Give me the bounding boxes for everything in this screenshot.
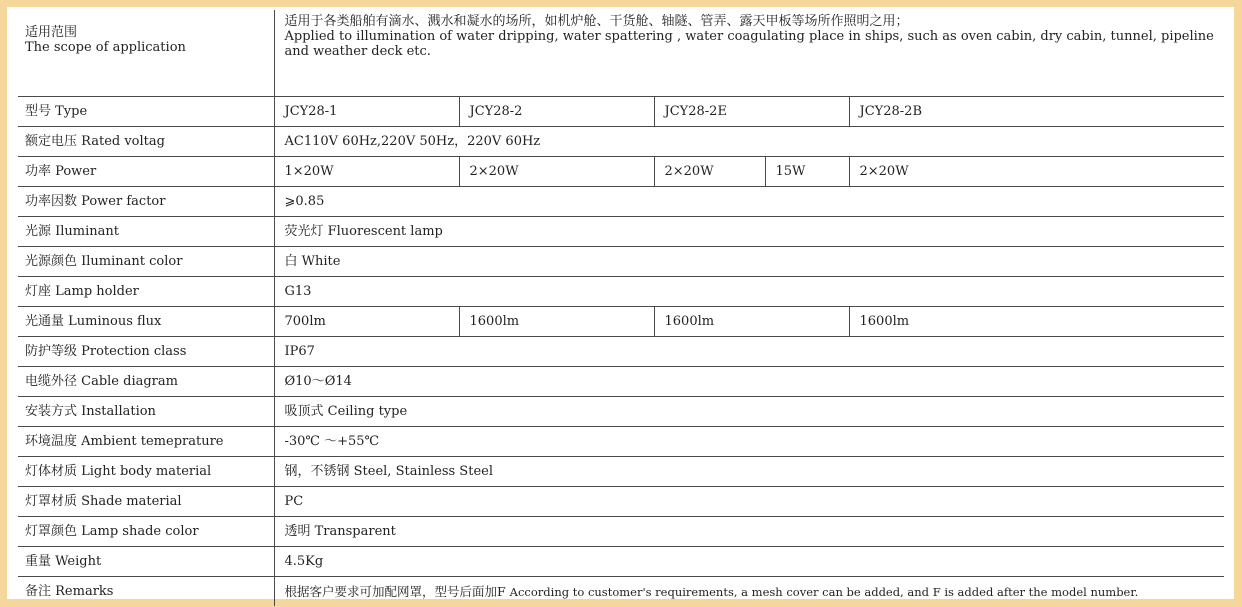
row-scope [18,10,1224,97]
lamp-holder-value: G13 [274,277,1224,307]
weight-label: 重量 Weight [18,547,274,577]
row-shade-color [18,517,1224,547]
row-illuminant [18,217,1224,247]
row-weight [18,547,1224,577]
type-value-2: JCY28-2 [459,97,654,127]
body-material-label: 灯体材质 Light body material [18,457,274,487]
power-value-1: 1×20W [274,157,459,187]
row-cable [18,367,1224,397]
scope-label-cn: 适用范围 [25,25,78,40]
power-factor-value: ⩾0.85 [274,187,1224,217]
type-value-3: JCY28-2E [654,97,849,127]
row-remarks [18,577,1224,607]
row-ambient [18,427,1224,457]
luminous-flux-value-4: 1600lm [849,307,1224,337]
type-label: 型号 Type [18,97,274,127]
illuminant-color-value: 白 White [274,247,1224,277]
shade-material-label: 灯罩材质 Shade material [18,487,274,517]
cable-value: Ø10～Ø14 [274,367,1224,397]
row-lamp-holder [18,277,1224,307]
remarks-label: 备注 Remarks [18,577,274,607]
illuminant-value: 荧光灯 Fluorescent lamp [274,217,1224,247]
shade-color-value: 透明 Transparent [274,517,1224,547]
scope-value [274,10,1224,97]
power-value-5: 2×20W [849,157,1224,187]
remarks-value [274,577,1224,607]
row-power [18,157,1224,187]
row-voltage [18,127,1224,157]
power-value-4: 15W [765,157,849,187]
scope-label [18,10,274,97]
power-value-3: 2×20W [654,157,765,187]
row-shade-material [18,487,1224,517]
protection-value: IP67 [274,337,1224,367]
row-luminous-flux [18,307,1224,337]
row-protection [18,337,1224,367]
power-label: 功率 Power [18,157,274,187]
type-value-1: JCY28-1 [274,97,459,127]
remarks-value-en: According to customer's requirements, a mesh cover can be added, and F is added after the model number. [509,584,1139,599]
voltage-label: 额定电压 Rated voltag [18,127,274,157]
ambient-label: 环境温度 Ambient temeprature [18,427,274,457]
spec-table [18,10,1224,606]
weight-value: 4.5Kg [274,547,1224,577]
illuminant-label: 光源 Iluminant [18,217,274,247]
shade-material-value: PC [274,487,1224,517]
luminous-flux-value-1: 700lm [274,307,459,337]
remarks-value-cn: 根据客户要求可加配网罩，型号后面加F [284,583,506,599]
spec-sheet-frame [7,7,1234,599]
body-material-value: 钢，不锈钢 Steel, Stainless Steel [274,457,1224,487]
power-value-2: 2×20W [459,157,654,187]
ambient-value: -30℃ ～+55℃ [274,427,1224,457]
lamp-holder-label: 灯座 Lamp holder [18,277,274,307]
row-power-factor [18,187,1224,217]
scope-label-en: The scope of application [25,40,186,55]
row-body-material [18,457,1224,487]
installation-label: 安装方式 Installation [18,397,274,427]
voltage-value: AC110V 60Hz,220V 50Hz，220V 60Hz [274,127,1224,157]
row-illuminant-color [18,247,1224,277]
protection-label: 防护等级 Protection class [18,337,274,367]
scope-text-cn: 适用于各类船舶有滴水、溅水和凝水的场所，如机炉舱、干货舱、轴隧、管弄、露天甲板等场所作照明之用； [284,14,909,29]
installation-value: 吸顶式 Ceiling type [274,397,1224,427]
illuminant-color-label: 光源颜色 Iluminant color [18,247,274,277]
power-factor-label: 功率因数 Power factor [18,187,274,217]
luminous-flux-label: 光通量 Luminous flux [18,307,274,337]
luminous-flux-value-2: 1600lm [459,307,654,337]
scope-text-en: Applied to illumination of water dripping, water spattering , water coagulating place in ships, such as oven cabin, dry cabin, tunnel, pipeline and weather deck etc. [284,29,1214,59]
shade-color-label: 灯罩颜色 Lamp shade color [18,517,274,547]
luminous-flux-value-3: 1600lm [654,307,849,337]
row-type [18,97,1224,127]
cable-label: 电缆外径 Cable diagram [18,367,274,397]
row-installation [18,397,1224,427]
type-value-4: JCY28-2B [849,97,1224,127]
